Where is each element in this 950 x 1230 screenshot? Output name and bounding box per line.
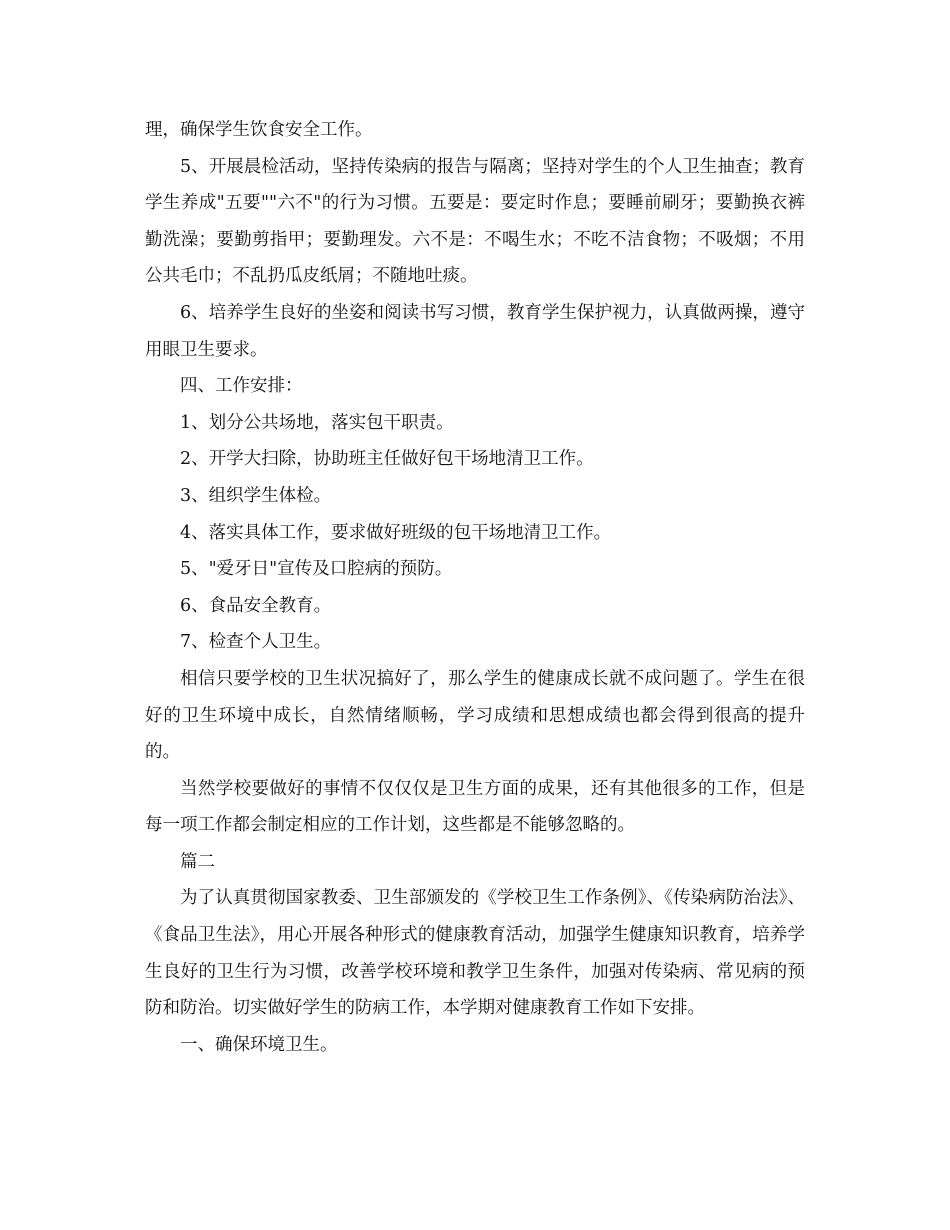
paragraph-item-5-morning-check: 5、开展晨检活动，坚持传染病的报告与隔离；坚持对学生的个人卫生抽查；教育学生养成"五要""六不"的行为习惯。五要是：要定时作息；要睡前刷牙；要勤换衣裤勤洗澡；要勤剪指甲；要勤理发。六不是：不喝生水；不吃不洁食物；不吸烟；不用公共毛巾；不乱扔瓜皮纸屑；不随地吐痰。 [145, 156, 805, 287]
list-item-5: 5、"爱牙日"宣传及口腔病的预防。 [180, 559, 453, 580]
section-title-part-two: 篇二 [180, 851, 215, 872]
list-item-2: 2、开学大扫除，协助班主任做好包干场地清卫工作。 [180, 449, 594, 470]
section-heading-work-arrangement: 四、工作安排： [180, 376, 303, 397]
paragraph-item-6-posture: 6、培养学生良好的坐姿和阅读书写习惯，教育学生保护视力，认真做两操，遵守用眼卫生要求。 [145, 302, 805, 360]
document-body [145, 112, 805, 1063]
list-item-6: 6、食品安全教育。 [180, 595, 332, 616]
paragraph-continuation: 理，确保学生饮食安全工作。 [145, 120, 373, 140]
list-item-7: 7、检查个人卫生。 [180, 632, 332, 653]
list-item-1: 1、划分公共场地，落实包干职责。 [180, 412, 454, 433]
section-heading-environment: 一、确保环境卫生。 [180, 1034, 338, 1055]
paragraph-conclusion-2: 当然学校要做好的事情不仅仅仅是卫生方面的成果，还有其他很多的工作，但是每一项工作都会制定相应的工作计划，这些都是不能够忽略的。 [145, 778, 805, 836]
paragraph-conclusion-1: 相信只要学校的卫生状况搞好了，那么学生的健康成长就不成问题了。学生在很好的卫生环境中成长，自然情绪顺畅，学习成绩和思想成绩也都会得到很高的提升的。 [145, 668, 805, 763]
paragraph-part-two-intro: 为了认真贯彻国家教委、卫生部颁发的《学校卫生工作条例》、《传染病防治法》、《食品卫生法》，用心开展各种形式的健康教育活动，加强学生健康知识教育，培养学生良好的卫生行为习惯，改善学校环境和教学卫生条件，加强对传染病、常见病的预防和防治。切实做好学生的防病工作，本学期对健康教育工作如下安排。 [145, 888, 805, 1019]
list-item-4: 4、落实具体工作，要求做好班级的包干场地清卫工作。 [180, 522, 612, 543]
list-item-3: 3、组织学生体检。 [180, 485, 332, 506]
